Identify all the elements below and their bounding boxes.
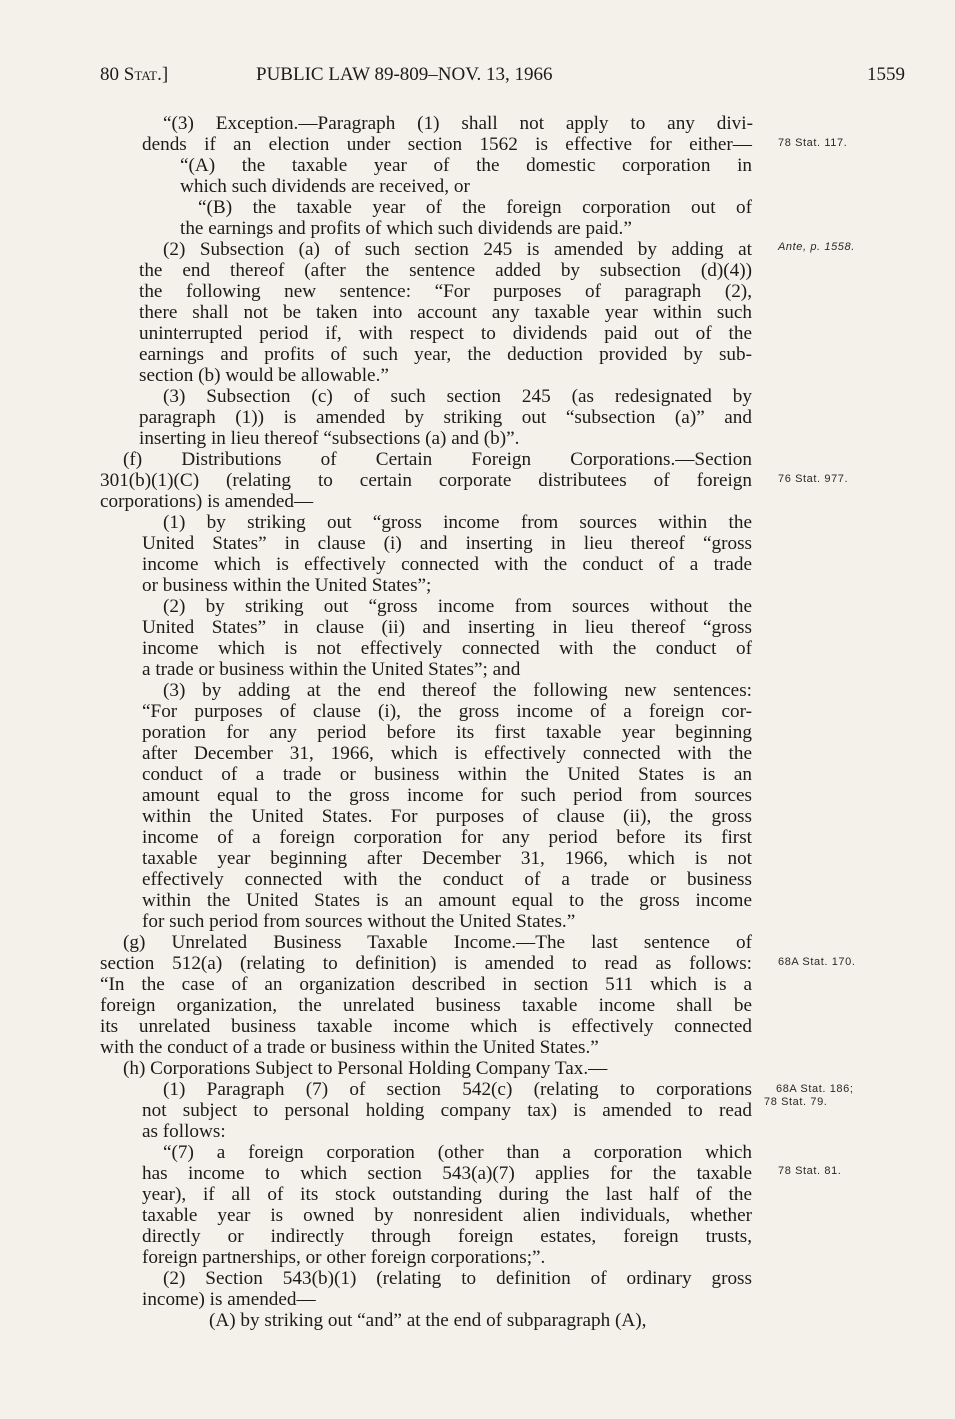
text-line: United States” in clause (ii) and inserting in lieu thereof “gross <box>142 617 752 638</box>
text-line: not subject to personal holding company tax) is amended to read <box>142 1100 752 1121</box>
text-line: (2) Section 543(b)(1) (relating to definition of ordinary gross <box>163 1268 752 1289</box>
text-line: directly or indirectly through foreign estates, foreign trusts, <box>142 1226 752 1247</box>
text-line: (h) Corporations Subject to Personal Holding Company Tax.— <box>123 1058 608 1079</box>
text-line: taxable year is owned by nonresident alien individuals, whether <box>142 1205 752 1226</box>
header-page-number: 1559 <box>867 64 905 85</box>
margin-citation: 76 Stat. 977. <box>778 473 849 485</box>
text-line: which such dividends are received, or <box>180 176 470 197</box>
text-line: uninterrupted period if, with respect to dividends paid out of the <box>139 323 752 344</box>
text-line: inserting in lieu thereof “subsections (a) and (b)”. <box>139 428 520 449</box>
text-line: (2) by striking out “gross income from sources without the <box>163 596 752 617</box>
text-line: conduct of a trade or business within the United States is an <box>142 764 752 785</box>
text-line: (f) Distributions of Certain Foreign Corporations.—Section <box>123 449 752 470</box>
margin-citation: 68A Stat. 186; <box>776 1083 854 1095</box>
text-line: dends if an election under section 1562 is effective for either— <box>142 134 752 155</box>
text-line: as follows: <box>142 1121 226 1142</box>
text-line: foreign partnerships, or other foreign corporations;”. <box>142 1247 546 1268</box>
page-header <box>100 64 905 92</box>
margin-citation: 68A Stat. 170. <box>778 956 856 968</box>
text-line: the end thereof (after the sentence added by subsection (d)(4)) <box>139 260 752 281</box>
text-line: a trade or business within the United States”; and <box>142 659 521 680</box>
text-line: corporations) is amended— <box>100 491 314 512</box>
text-line: (2) Subsection (a) of such section 245 is amended by adding at <box>163 239 752 260</box>
text-line: foreign organization, the unrelated business taxable income shall be <box>100 995 752 1016</box>
text-line: “In the case of an organization described in section 511 which is a <box>100 974 752 995</box>
text-line: effectively connected with the conduct of a trade or business <box>142 869 752 890</box>
text-line: for such period from sources without the United States.” <box>142 911 576 932</box>
text-line: “(B) the taxable year of the foreign corporation out of <box>198 197 752 218</box>
text-line: (3) by adding at the end thereof the following new sentences: <box>163 680 752 701</box>
text-line: “For purposes of clause (i), the gross income of a foreign cor- <box>142 701 752 722</box>
text-line: with the conduct of a trade or business within the United States.” <box>100 1037 599 1058</box>
text-line: within the United States. For purposes of clause (ii), the gross <box>142 806 752 827</box>
text-line: income of a foreign corporation for any period before its first <box>142 827 752 848</box>
text-line: the earnings and profits of which such dividends are paid.” <box>180 218 632 239</box>
text-line: United States” in clause (i) and inserting in lieu thereof “gross <box>142 533 752 554</box>
margin-citation: 78 Stat. 81. <box>778 1165 842 1177</box>
text-line: year), if all of its stock outstanding during the last half of the <box>142 1184 752 1205</box>
text-line: 301(b)(1)(C) (relating to certain corporate distributees of foreign <box>100 470 752 491</box>
text-line: (g) Unrelated Business Taxable Income.—The last sentence of <box>123 932 752 953</box>
text-line: “(7) a foreign corporation (other than a corporation which <box>163 1142 752 1163</box>
margin-citation: Ante, p. 1558. <box>778 241 855 253</box>
text-line: after December 31, 1966, which is effectively connected with the <box>142 743 752 764</box>
text-line: the following new sentence: “For purposes of paragraph (2), <box>139 281 752 302</box>
margin-citation: 78 Stat. 79. <box>764 1096 828 1108</box>
margin-citation: 78 Stat. 117. <box>778 137 848 149</box>
text-line: (A) by striking out “and” at the end of subparagraph (A), <box>209 1310 647 1331</box>
text-line: amount equal to the gross income for such period from sources <box>142 785 752 806</box>
text-line: section 512(a) (relating to definition) is amended to read as follows: <box>100 953 752 974</box>
text-line: or business within the United States”; <box>142 575 432 596</box>
text-line: there shall not be taken into account any taxable year within such <box>139 302 752 323</box>
text-line: taxable year beginning after December 31, 1966, which is not <box>142 848 752 869</box>
header-title: PUBLIC LAW 89-809–NOV. 13, 1966 <box>256 64 553 85</box>
text-line: (3) Subsection (c) of such section 245 (as redesignated by <box>163 386 752 407</box>
text-line: “(3) Exception.—Paragraph (1) shall not apply to any divi- <box>163 113 753 134</box>
text-line: income which is effectively connected with the conduct of a trade <box>142 554 752 575</box>
text-line: income) is amended— <box>142 1289 316 1310</box>
text-line: paragraph (1)) is amended by striking out “subsection (a)” and <box>139 407 752 428</box>
text-line: has income to which section 543(a)(7) applies for the taxable <box>142 1163 752 1184</box>
text-line: its unrelated business taxable income which is effectively connected <box>100 1016 752 1037</box>
text-line: within the United States is an amount equal to the gross income <box>142 890 752 911</box>
text-line: earnings and profits of such year, the deduction provided by sub- <box>139 344 752 365</box>
text-line: poration for any period before its first taxable year beginning <box>142 722 752 743</box>
text-line: “(A) the taxable year of the domestic corporation in <box>180 155 752 176</box>
text-line: section (b) would be allowable.” <box>139 365 389 386</box>
text-line: (1) by striking out “gross income from sources within the <box>163 512 752 533</box>
header-stat-reference: 80 Stat.] <box>100 64 169 85</box>
text-line: income which is not effectively connected with the conduct of <box>142 638 752 659</box>
text-line: (1) Paragraph (7) of section 542(c) (relating to corporations <box>163 1079 752 1100</box>
